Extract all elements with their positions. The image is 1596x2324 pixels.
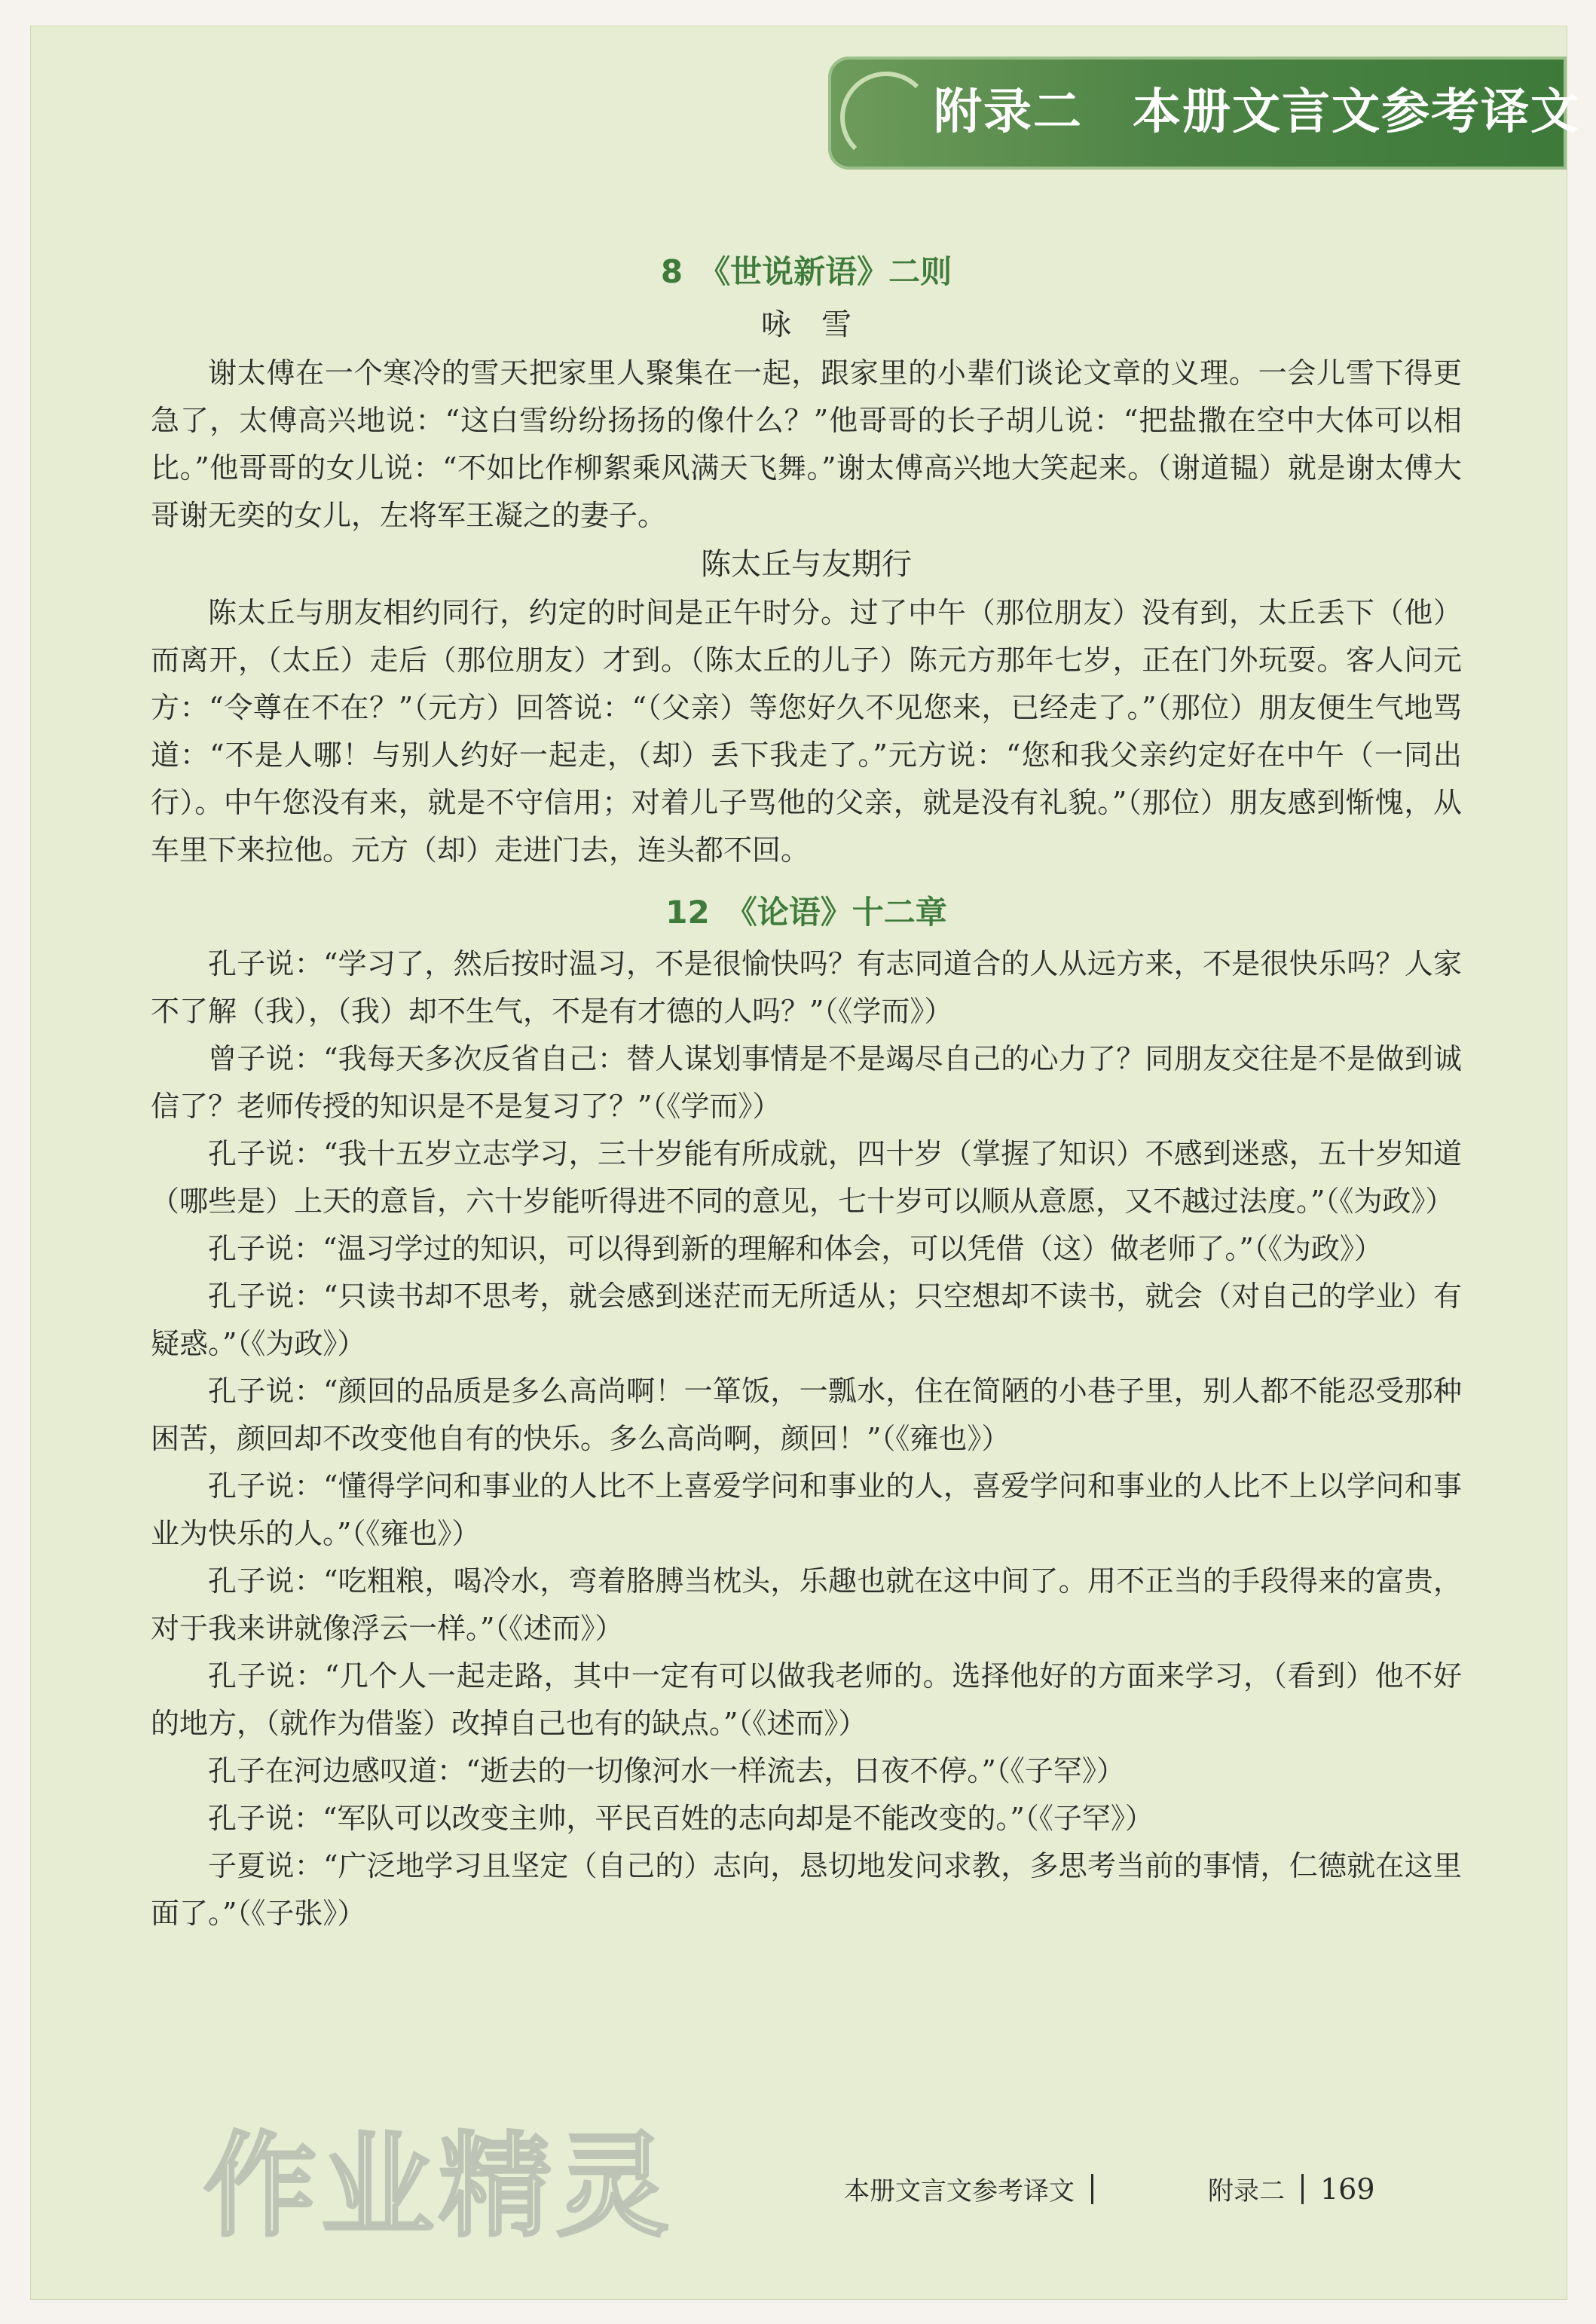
footer-divider bbox=[1301, 2174, 1304, 2204]
paragraph: 孔子说：“我十五岁立志学习，三十岁能有所成就，四十岁（掌握了知识）不感到迷惑，五十岁知道（哪些是）上天的意旨，六十岁能听得进不同的意见，七十岁可以顺从意愿，又不越过法度。”（《为政》） bbox=[151, 1137, 1462, 1218]
scroll-ornament-icon bbox=[840, 72, 932, 164]
subtitle-yong-xue: 咏 雪 bbox=[761, 307, 852, 342]
paragraph: 曾子说：“我每天多次反省自己：替人谋划事情是不是竭尽自己的心力了？同朋友交往是不是做到诚信了？老师传授的知识是不是复习了？”（《学而》） bbox=[151, 1042, 1462, 1123]
paragraph: 孔子说：“温习学过的知识，可以得到新的理解和体会，可以凭借（这）做老师了。”（《为政》） bbox=[208, 1232, 1383, 1265]
section-title-12: 12 《论语》十二章 bbox=[665, 894, 947, 931]
watermark-text: 作业精灵 bbox=[203, 2121, 674, 2252]
subtitle-chen-taiqiu: 陈太丘与友期行 bbox=[701, 547, 912, 582]
page-number: 169 bbox=[1320, 2172, 1375, 2206]
footer-divider bbox=[1091, 2174, 1093, 2204]
paragraph: 孔子说：“军队可以改变主帅，平民百姓的志向却是不能改变的。”（《子罕》） bbox=[208, 1802, 1154, 1835]
footer-book-label: 本册文言文参考译文 bbox=[844, 2176, 1075, 2206]
main-content bbox=[151, 234, 1462, 1937]
appendix-banner bbox=[828, 57, 1580, 170]
paragraph: 子夏说：“广泛地学习且坚定（自己的）志向，恳切地发问求教，多思考当前的事情，仁德就在这里面了。”（《子张》） bbox=[151, 1849, 1462, 1930]
paragraph: 谢太傅在一个寒冷的雪天把家里人聚集在一起，跟家里的小辈们谈论文章的义理。一会儿雪下得更急了，太傅高兴地说：“这白雪纷纷扬扬的像什么？”他哥哥的长子胡儿说：“把盐撒在空中大体可以相比。”他哥哥的女儿说：“不如比作柳絮乘风满天飞舞。”谢太傅高兴地大笑起来。（谢道韫）就是谢太傅大哥谢无奕的女儿，左将军王凝之的妻子。 bbox=[151, 356, 1462, 532]
paragraph: 孔子说：“只读书却不思考，就会感到迷茫而无所适从；只空想却不读书，就会（对自己的学业）有疑惑。”（《为政》） bbox=[151, 1280, 1462, 1360]
paragraph: 陈太丘与朋友相约同行，约定的时间是正午时分。过了中午（那位朋友）没有到，太丘丢下（他）而离开，（太丘）走后（那位朋友）才到。（陈太丘的儿子）陈元方那年七岁，正在门外玩耍。客人问元方：“令尊在不在？”（元方）回答说：“（父亲）等您好久不见您来，已经走了。”（那位）朋友便生气地骂道：“不是人哪！与别人约好一起走，（却）丢下我走了。”元方说：“您和我父亲约定好在中午（一同出行）。中午您没有来，就是不守信用；对着儿子骂他的父亲，就是没有礼貌。”（那位）朋友感到惭愧，从车里下来拉他。元方（却）走进门去，连头都不回。 bbox=[151, 596, 1462, 867]
paragraph: 孔子说：“颜回的品质是多么高尚啊！一箪饭，一瓢水，住在简陋的小巷子里，别人都不能忍受那种困苦，颜回却不改变他自有的快乐。多么高尚啊，颜回！”（《雍也》） bbox=[151, 1375, 1462, 1455]
section-title-8: 8 《世说新语》二则 bbox=[660, 253, 952, 290]
footer-appendix-label: 附录二 bbox=[1208, 2176, 1285, 2206]
page-footer bbox=[844, 2170, 1375, 2207]
paragraph: 孔子说：“懂得学问和事业的人比不上喜爱学问和事业的人，喜爱学问和事业的人比不上以学问和事业为快乐的人。”（《雍也》） bbox=[151, 1469, 1462, 1550]
banner-title: 附录二 本册文言文参考译文 bbox=[934, 84, 1580, 140]
paragraph: 孔子说：“学习了，然后按时温习，不是很愉快吗？有志同道合的人从远方来，不是很快乐吗？人家不了解（我），（我）却不生气，不是有才德的人吗？”（《学而》） bbox=[151, 947, 1462, 1028]
paragraph: 孔子说：“几个人一起走路，其中一定有可以做我老师的。选择他好的方面来学习，（看到）他不好的地方，（就作为借鉴）改掉自己也有的缺点。”（《述而》） bbox=[151, 1659, 1462, 1740]
paragraph: 孔子在河边感叹道：“逝去的一切像河水一样流去，日夜不停。”（《子罕》） bbox=[208, 1754, 1125, 1787]
paragraph: 孔子说：“吃粗粮，喝冷水，弯着胳膊当枕头，乐趣也就在这中间了。用不正当的手段得来的富贵，对于我来讲就像浮云一样。”（《述而》） bbox=[151, 1564, 1462, 1645]
